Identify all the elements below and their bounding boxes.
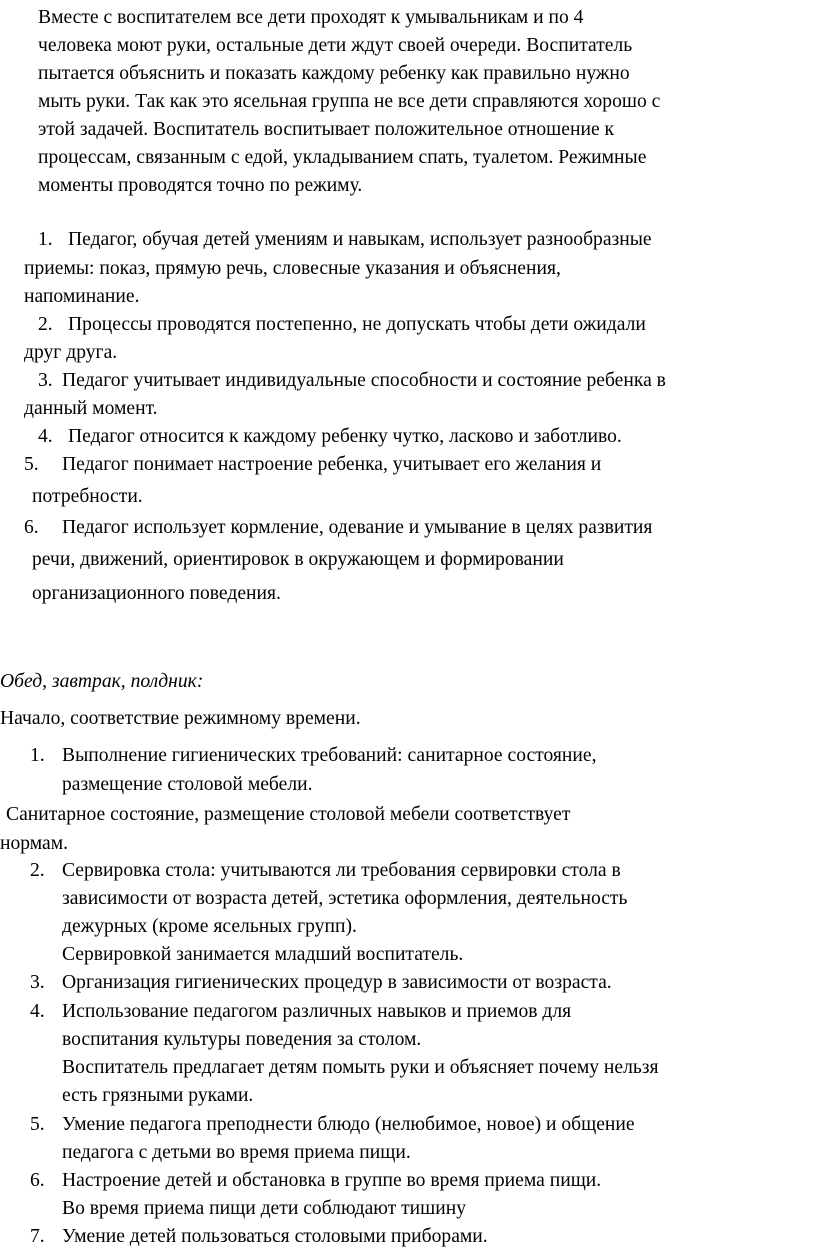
list-item-number: 3.	[38, 370, 53, 391]
intro-line: процессам, связанным с едой, укладыванием спать, туалетом. Режимные	[38, 147, 647, 168]
list-item-number: 7.	[30, 1226, 45, 1247]
list-item-text: Сервировка стола: учитываются ли требования сервировки стола в	[62, 860, 621, 881]
list-item-text: Умение педагога преподнести блюдо (нелюбимое, новое) и общение	[62, 1114, 635, 1135]
list-item-number: 6.	[30, 1170, 45, 1191]
intro-line: моменты проводятся точно по режиму.	[38, 175, 363, 196]
list-item-number: 5.	[30, 1114, 45, 1135]
list-item-text: Во время приема пищи дети соблюдают тишину	[62, 1198, 467, 1219]
list-item-text: зависимости от возраста детей, эстетика оформления, деятельность	[62, 888, 628, 909]
list-item-text: Настроение детей и обстановка в группе во время приема пищи.	[62, 1170, 602, 1191]
section-heading: Обед, завтрак, полдник:	[0, 671, 204, 692]
intro-line: пытается объяснить и показать каждому ребенку как правильно нужно	[38, 63, 630, 84]
section-intro: Начало, соответствие режимному времени.	[0, 708, 361, 729]
list-item-text: Педагог учитывает индивидуальные способности и состояние ребенка в	[62, 370, 666, 391]
list-item-text: Педагог, обучая детей умениям и навыкам, использует разнообразные	[68, 229, 652, 250]
list-item-text: Организация гигиенических процедур в зависимости от возраста.	[62, 972, 612, 993]
list-item-text: друг друга.	[24, 342, 118, 363]
list-note: нормам.	[0, 833, 69, 854]
intro-line: этой задачей. Воспитатель воспитывает положительное отношение к	[38, 119, 615, 140]
list-item-text: Умение детей пользоваться столовыми приборами.	[62, 1226, 488, 1247]
list-item-text: организационного поведения.	[32, 583, 281, 604]
list-item-number: 5.	[24, 454, 39, 475]
list-item-number: 4.	[38, 426, 53, 447]
list-item-text: дежурных (кроме ясельных групп).	[62, 916, 357, 937]
list-item-number: 2.	[30, 860, 45, 881]
list-item-number: 2.	[38, 314, 53, 335]
list-item-text: приемы: показ, прямую речь, словесные указания и объяснения,	[24, 258, 561, 279]
list-item-number: 3.	[30, 972, 45, 993]
list-item-text: потребности.	[32, 486, 143, 507]
list-item-text: Педагог относится к каждому ребенку чутко, ласково и заботливо.	[68, 426, 622, 447]
list-item-text: Сервировкой занимается младший воспитатель.	[62, 944, 464, 965]
list-item-text: речи, движений, ориентировок в окружающем и формировании	[32, 549, 564, 570]
list-item-text: есть грязными руками.	[62, 1085, 254, 1106]
list-item-number: 1.	[38, 229, 53, 250]
list-item-text: Использование педагогом различных навыков и приемов для	[62, 1001, 572, 1022]
list-item-text: педагога с детьми во время приема пищи.	[62, 1142, 411, 1163]
list-item-number: 6.	[24, 517, 39, 538]
list-note: Санитарное состояние, размещение столовой мебели соответствует	[6, 804, 571, 825]
intro-line: человека моют руки, остальные дети ждут своей очереди. Воспитатель	[38, 35, 633, 56]
list-item-text: данный момент.	[24, 398, 158, 419]
list-item-text: размещение столовой мебели.	[62, 774, 313, 795]
list-item-number: 1.	[30, 745, 45, 766]
list-item-text: напоминание.	[24, 286, 140, 307]
list-item-text: Педагог использует кормление, одевание и умывание в целях развития	[62, 517, 653, 538]
list-item-text: Воспитатель предлагает детям помыть руки и объясняет почему нельзя	[62, 1057, 659, 1078]
list-item-text: Процессы проводятся постепенно, не допускать чтобы дети ожидали	[68, 314, 646, 335]
list-item-text: воспитания культуры поведения за столом.	[62, 1029, 422, 1050]
list-item-text: Выполнение гигиенических требований: санитарное состояние,	[62, 745, 597, 766]
intro-line: Вместе с воспитателем все дети проходят к умывальникам и по 4	[38, 7, 584, 28]
list-item-text: Педагог понимает настроение ребенка, учитывает его желания и	[62, 454, 602, 475]
intro-line: мыть руки. Так как это ясельная группа не все дети справляются хорошо с	[38, 91, 661, 112]
list-item-number: 4.	[30, 1001, 45, 1022]
